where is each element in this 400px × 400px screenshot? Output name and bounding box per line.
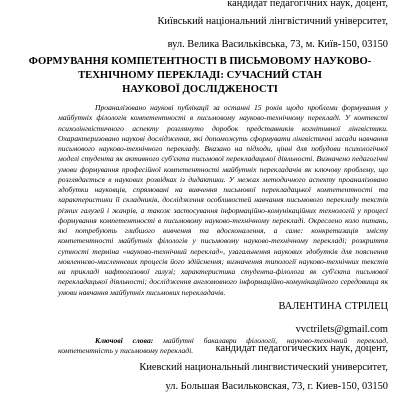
keywords-label: Ключові слова:: [95, 336, 154, 345]
author-university: Киевский национальный лингвистический университет,: [139, 362, 388, 373]
keywords-text: майбутні бакалаври філології, науково-технічний переклад, компетентність у письмовому перекладі.: [58, 336, 388, 356]
article-title-line2: ТЕХНІЧНОМУ ПЕРЕКЛАДІ: СУЧАСНИЙ СТАН: [78, 70, 322, 81]
author-name: ВАЛЕНТИНА СТРІЛЕЦ: [278, 301, 388, 312]
author-email: vvctrilets@gmail.com: [295, 324, 388, 335]
top-university: Київський національний лінгвістичний університет,: [157, 16, 388, 27]
article-title-line1: ФОРМУВАННЯ КОМПЕТЕНТНОСТІ В ПИСЬМОВОМУ НАУКОВО-: [28, 56, 372, 67]
article-title-line3: НАУКОВОЇ ДОСЛІДЖЕНОСТІ: [122, 84, 278, 95]
author-degree: кандидат педагогических наук, доцент,: [215, 343, 388, 354]
top-address: вул. Велика Васильківська, 73, м. Київ-150, 03150: [167, 39, 388, 50]
author-address: ул. Большая Васильковская, 73, г. Киев-150, 03150: [165, 381, 388, 392]
top-degree: кандидат педагогічних наук, доцент,: [227, 0, 388, 9]
abstract-paragraph: Проаналізовано наукові публікації за останні 15 років щодо проблеми формування у майбутніх філологів компетентності в письмовому науково-технічному перекладі. У контексті психолінгвістичного аспекту розглянуто доробок представників когнітивної лінгвістики. Охарактеризовано наукові дослідження, які допоможуть сформувати лінгвістичні засади навчання письмового науково-технічного перекладу. Вказано на підходи, цінні для побудови психологічної моделі студента як активного суб'єкта письмової перекладацької діяльності. Визначено педагогічні умови формування професійної компетентності майбутніх перекладачів як ключову проблему, що розглядається в наукових розвідках із дидактики. У межах методичного аспекту проаналізовано здобутки науковців, спрямовані на вивчення письмової перекладацької компетентності та характеристики її складників, дослідження особливостей навчання письмового перекладу текстів різних галузей і жанрів, а також застосування інформаційно-комунікаційних технологій у процесі формування компетентності в письмовому науково-технічному перекладі. Окреслено коло питань, які потребують глибшого вивчення та вдосконалення, а саме: конкретизація змісту компетентності майбутніх філологів у письмовому науково-технічному перекладі; розкриття сутності терміна «науково-технічний переклад», узагальнення наукових здобутків для пояснення мовленнєво-мисленнєвих процесів його здійснення; визначення типології науково-технічних текстів на прикладі нафтогазової галузі; характеристика студента-філолога як суб'єкта письмової перекладацької діяльності; дослідження англомовного інформаційно-комунікаційного середовища як умови навчання майбутніх письмових перекладачів.: [58, 103, 388, 297]
